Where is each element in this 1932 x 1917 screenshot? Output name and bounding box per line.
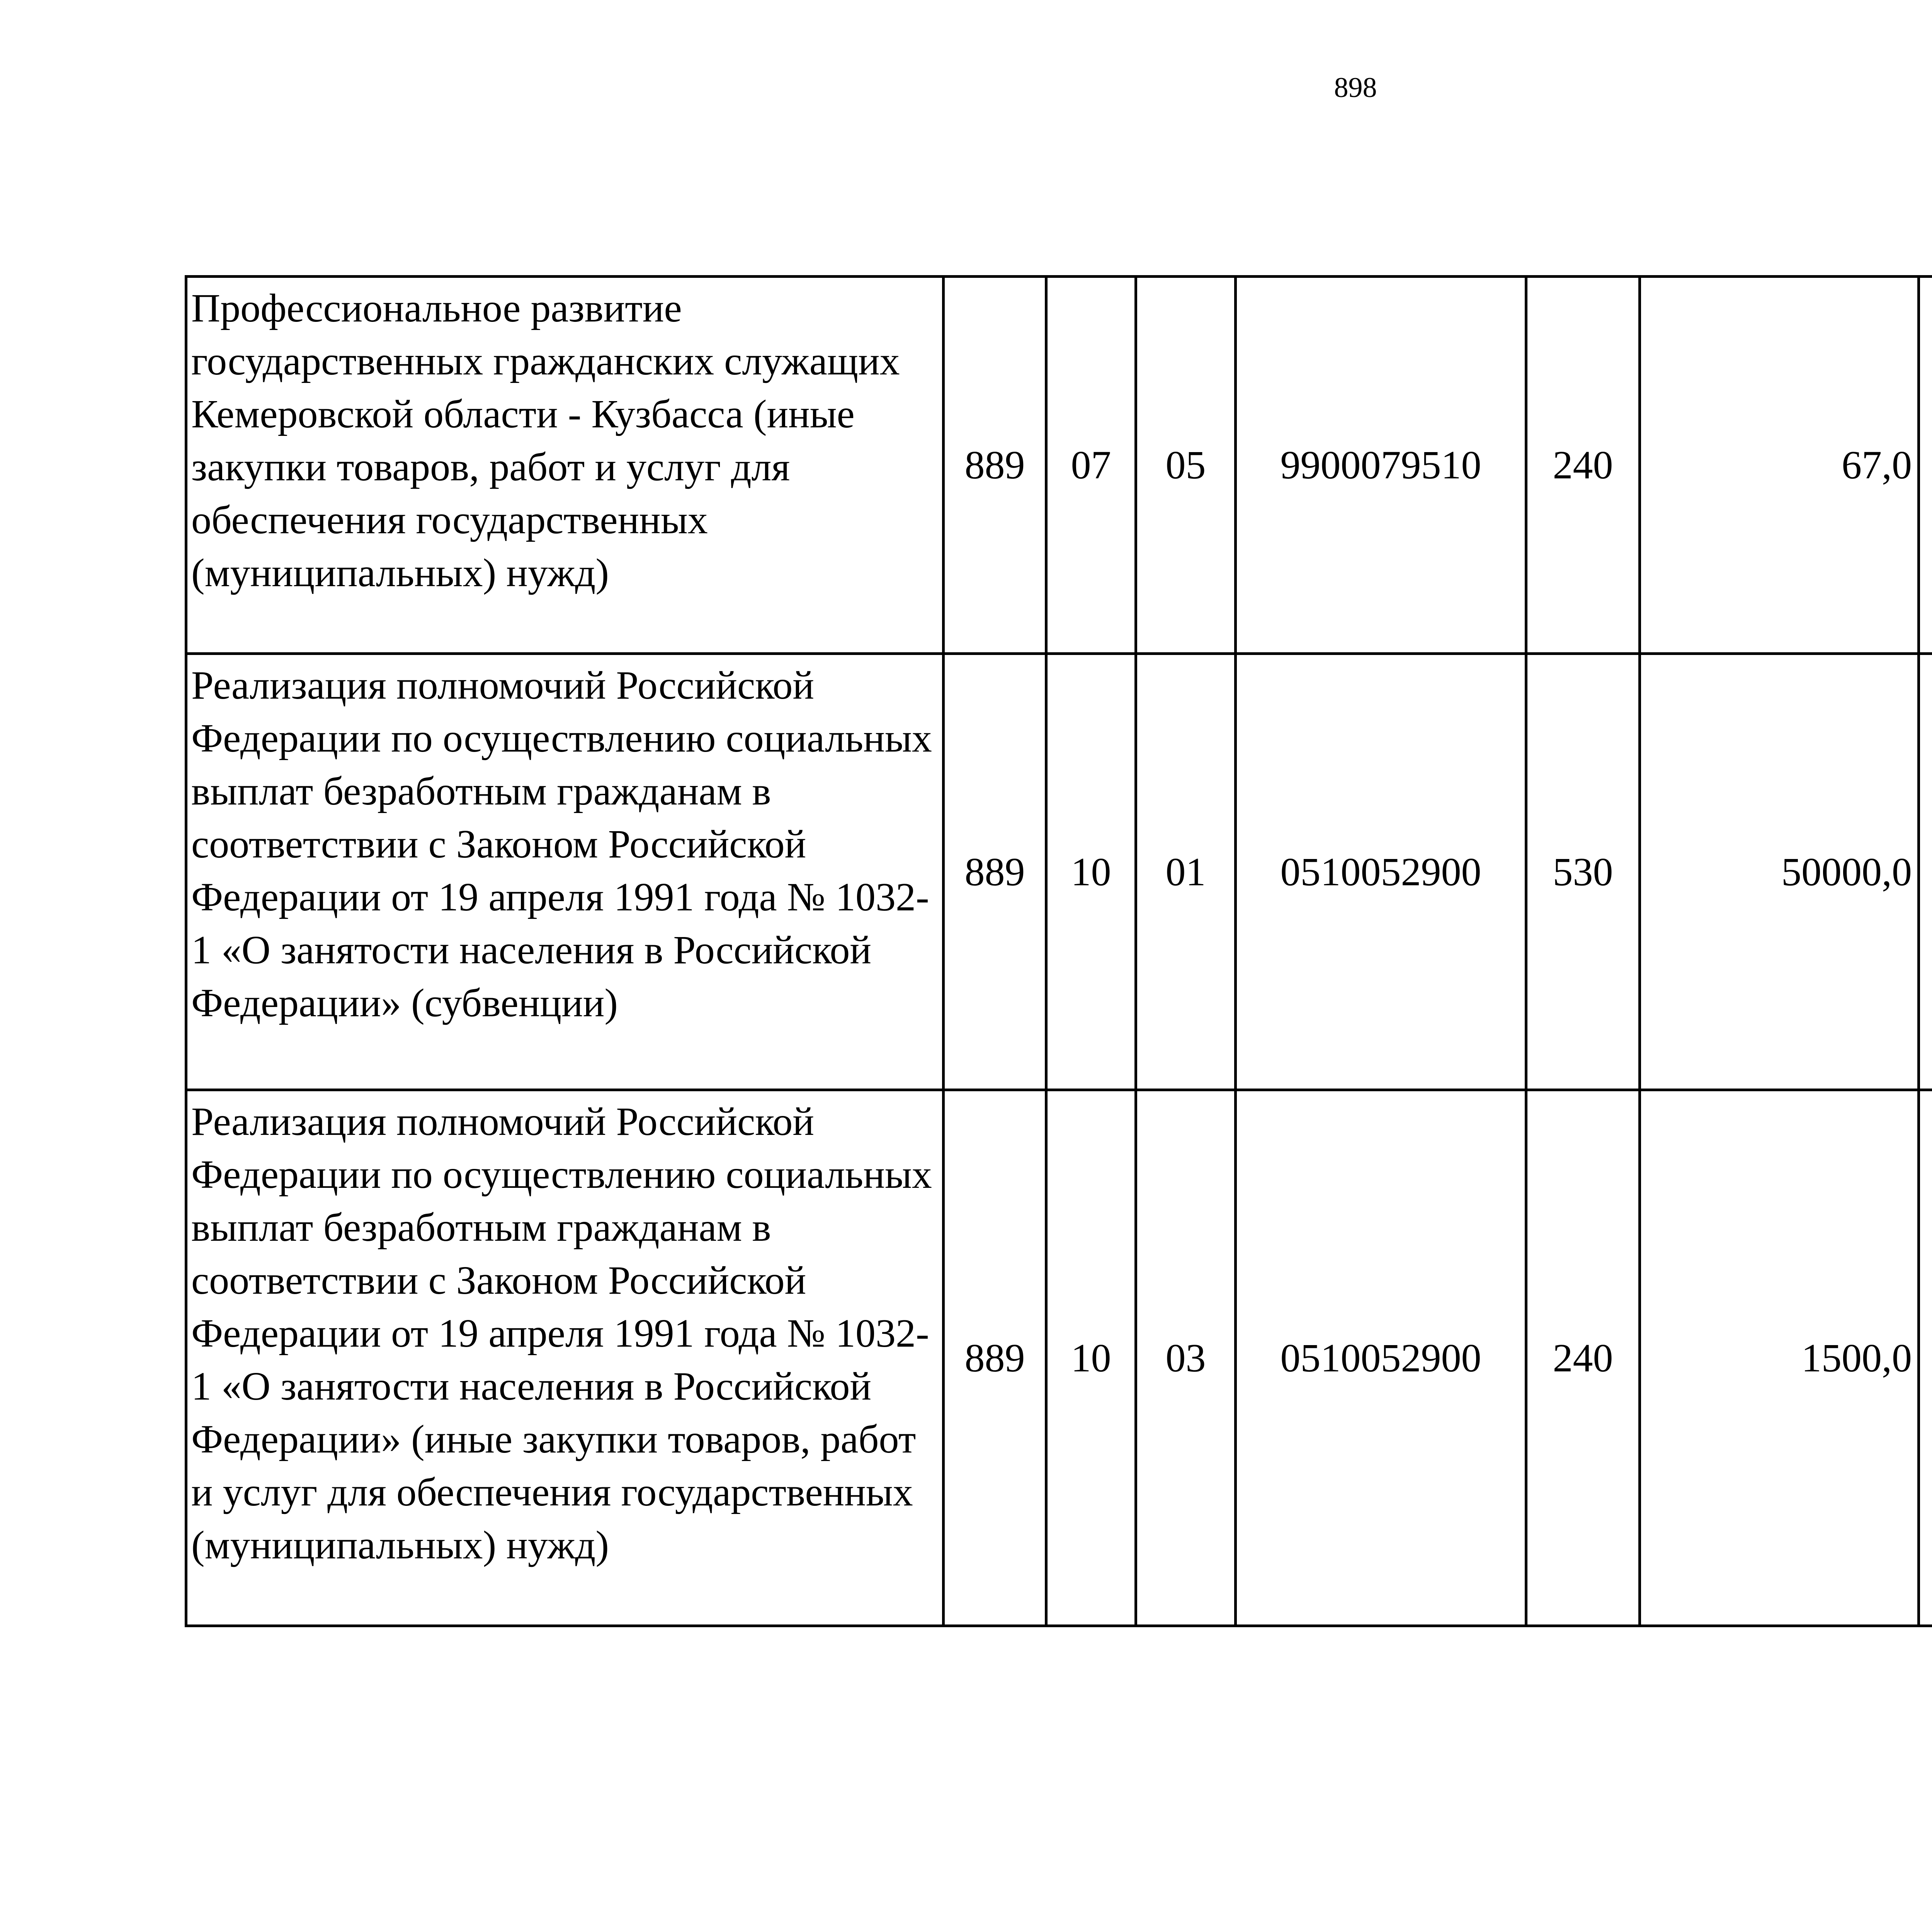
target-article-code: 0510052900 [1236, 1090, 1526, 1626]
expense-type-code: 240 [1526, 277, 1640, 654]
page-number: 898 [1334, 72, 1377, 104]
subsection-code: 05 [1136, 277, 1236, 654]
target-article-code: 9900079510 [1236, 277, 1526, 654]
section-code: 10 [1046, 654, 1136, 1090]
amount-year-2 [1919, 277, 1932, 654]
subsection-code: 03 [1136, 1090, 1236, 1626]
section-code: 07 [1046, 277, 1136, 654]
ministry-code: 889 [944, 277, 1046, 654]
table-row [186, 277, 1932, 654]
amount-year-2 [1919, 1090, 1932, 1626]
expense-type-code: 240 [1526, 1090, 1640, 1626]
target-article-code: 0510052900 [1236, 654, 1526, 1090]
expense-type-code: 530 [1526, 654, 1640, 1090]
section-code: 10 [1046, 1090, 1136, 1626]
amount-year-1: 67,0 [1640, 277, 1919, 654]
row-description: Реализация полномочий Российской Федерации по осуществлению социальных выплат безработным гражданам в соответствии с Законом Российской Федерации от 19 апреля 1991 года № 1032-1 «О занятости населения в Российской Федерации» (иные закупки товаров, работ и услуг для обеспечения государственных (муниципальных) нужд) [186, 1090, 944, 1626]
subsection-code: 01 [1136, 654, 1236, 1090]
amount-year-1: 50000,0 [1640, 654, 1919, 1090]
budget-table [185, 275, 1932, 1627]
amount-year-2 [1919, 654, 1932, 1090]
table-row [186, 654, 1932, 1090]
row-description: Профессиональное развитие государственных гражданских служащих Кемеровской области - Кузбасса (иные закупки товаров, работ и услуг для обеспечения государственных (муниципальных) нужд) [186, 277, 944, 654]
table-row [186, 1090, 1932, 1626]
row-description: Реализация полномочий Российской Федерации по осуществлению социальных выплат безработным гражданам в соответствии с Законом Российской Федерации от 19 апреля 1991 года № 1032-1 «О занятости населения в Российской Федерации» (субвенции) [186, 654, 944, 1090]
ministry-code: 889 [944, 654, 1046, 1090]
amount-year-1: 1500,0 [1640, 1090, 1919, 1626]
ministry-code: 889 [944, 1090, 1046, 1626]
